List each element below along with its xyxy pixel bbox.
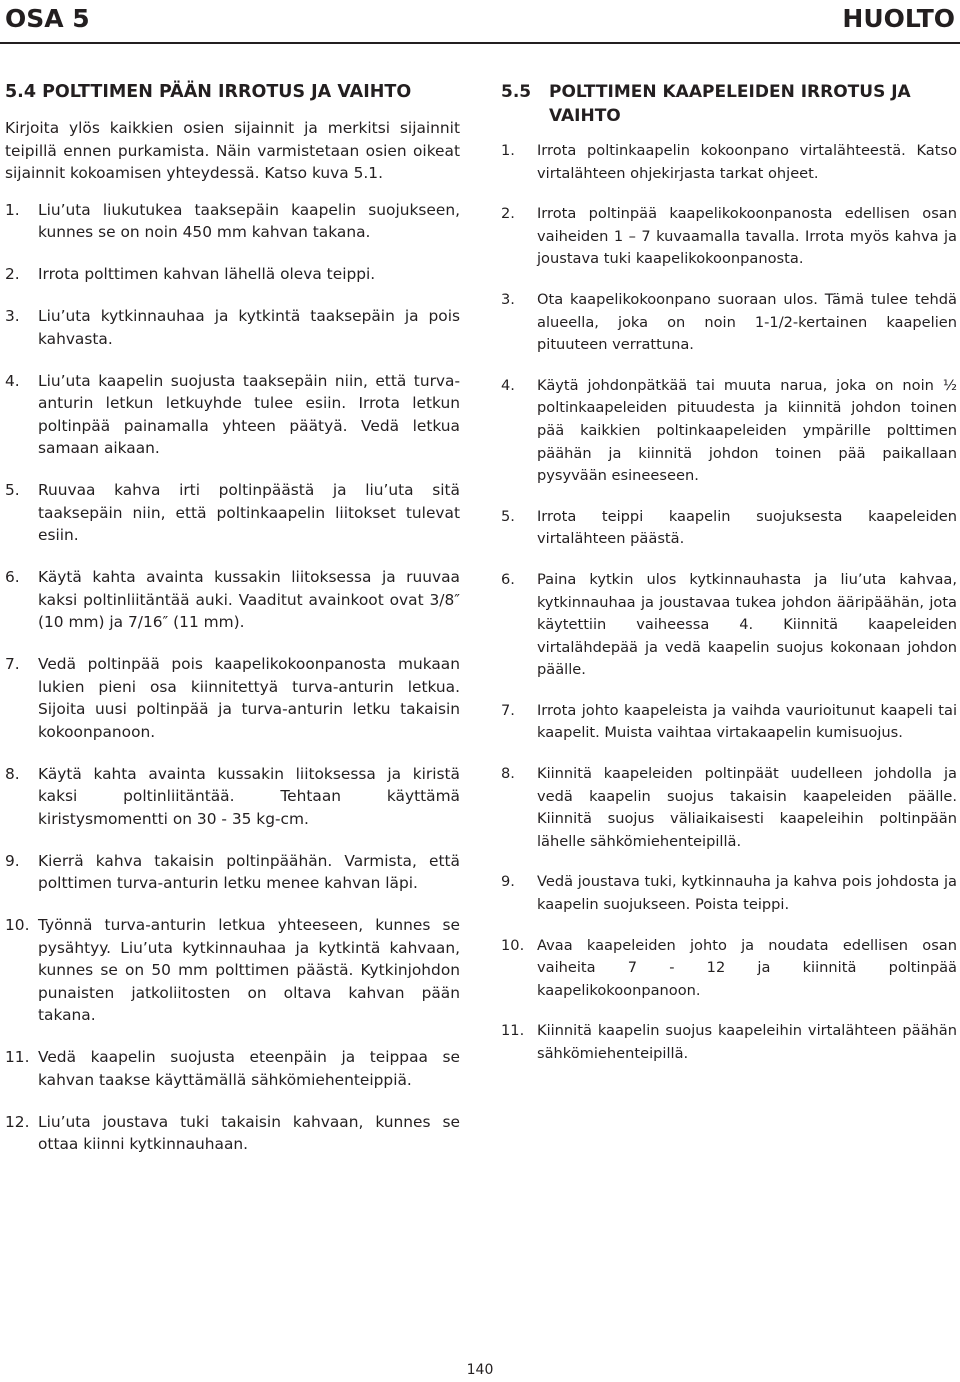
step-text: Vedä poltinpää pois kaapelikokoonpanosta mukaan lukien pieni osa kiinnitettyä turva-anturin letkua. Sijoita uusi poltinpää ja turva-anturin letku takaisin kokoonpanoon. xyxy=(38,655,460,741)
step-text: Irrota johto kaapeleista ja vaihda vaurioitunut kaapeli tai kaapelit. Muista vaihtaa virtakaapelin kumisuojus. xyxy=(537,701,957,742)
step-number: 6. xyxy=(501,570,515,588)
step-text: Käytä johdonpätkää tai muuta narua, joka on noin ½ poltinkaapeleiden pituudesta ja kiinnitä johdon toinen pää kaikkien poltinkaapeleiden ympärille polttimen päähän ja kiinnitä johdon toinen pää paikallaan pysyvään esineeseen. xyxy=(537,376,957,485)
section-label: OSA 5 xyxy=(5,4,90,33)
step-number: 2. xyxy=(501,205,515,223)
list-item xyxy=(5,263,460,286)
step-text: Käytä kahta avainta kussakin liitoksessa ja ruuvaa kaksi poltinliitäntää auki. Vaaditut avainkoot ovat 3/8″ (10 mm) ja 7/16″ (11 mm). xyxy=(38,568,460,631)
section-title-5-4: 5.4 POLTTIMEN PÄÄN IRROTUS JA VAIHTO xyxy=(5,82,412,102)
section-number: 5.5 xyxy=(501,82,532,102)
step-text: Ota kaapelikokoonpano suoraan ulos. Tämä tulee tehdä alueella, joka on noin 1-1/2-kertainen kaapelien pituuteen verrattuna. xyxy=(537,290,957,354)
step-number: 7. xyxy=(5,655,20,673)
step-text: Työnnä turva-anturin letkua yhteeseen, kunnes se pysähtyy. Liu’uta kytkinnauhaa ja kytkintä kahvaan, kunnes se on 50 mm polttimen päästä. Kytkinjohdon punaisten jatkoliitosten on oltava kahvan pään takana. xyxy=(38,916,460,1024)
list-item xyxy=(5,370,460,460)
list-item xyxy=(5,566,460,634)
list-item xyxy=(501,935,957,1003)
step-number: 10. xyxy=(501,936,525,954)
chapter-label: HUOLTO xyxy=(842,4,955,33)
step-number: 5. xyxy=(5,481,20,499)
step-text: Liu’uta kaapelin suojusta taaksepäin niin, että turva-anturin letkun letkuyhde tulee esiin. Irrota letkun poltinpää painamalla yhteen päätyä. Vedä letkua samaan aikaan. xyxy=(38,371,460,457)
step-text: Liu’uta joustava tuki takaisin kahvaan, kunnes se ottaa kiinni kytkinnauhaan. xyxy=(38,1112,460,1153)
list-item xyxy=(5,305,460,350)
step-text: Avaa kaapeleiden johto ja noudata edellisen osan vaiheita 7 - 12 ja kiinnitä poltinpää kaapelikokoonpanoon. xyxy=(537,936,957,999)
step-text: Irrota polttimen kahvan lähellä oleva teippi. xyxy=(38,265,376,283)
step-number: 5. xyxy=(501,507,515,525)
step-number: 8. xyxy=(501,765,515,783)
list-item xyxy=(501,763,957,853)
list-item xyxy=(501,140,957,185)
step-text: Irrota poltinkaapelin kokoonpano virtalähteestä. Katso virtalähteen ohjekirjasta tarkat ohjeet. xyxy=(537,142,957,182)
step-number: 11. xyxy=(5,1048,30,1066)
list-item xyxy=(501,1020,957,1065)
intro-paragraph: Kirjoita ylös kaikkien osien sijainnit ja merkitsi sijainnit teipillä ennen purkamista. Näin varmistetaan osien oikeat sijainnit kokoamisen yhteydessä. Katso kuva 5.1. xyxy=(5,119,460,182)
step-text: Kiinnitä kaapelin suojus kaapeleihin virtalähteen päähän sähkömiehenteipillä. xyxy=(537,1022,957,1062)
step-number: 4. xyxy=(5,371,20,390)
right-column xyxy=(501,80,957,1084)
step-number: 10. xyxy=(5,916,30,934)
list-item xyxy=(501,871,957,916)
step-number: 12. xyxy=(5,1112,30,1131)
list-item xyxy=(501,289,957,357)
step-number: 1. xyxy=(501,142,515,159)
left-column xyxy=(5,80,460,1175)
right-steps-list xyxy=(501,140,957,1066)
list-item xyxy=(5,479,460,547)
list-item xyxy=(5,653,460,743)
page-number: 140 xyxy=(466,1362,494,1378)
list-item xyxy=(5,1046,460,1091)
step-number: 3. xyxy=(5,307,20,325)
section-title-5-5 xyxy=(501,80,957,128)
section-heading-text: POLTTIMEN KAAPELEIDEN IRROTUS JA VAIHTO xyxy=(549,82,911,126)
step-text: Irrota teippi kaapelin suojuksesta kaapeleiden virtalähteen päästä. xyxy=(537,507,957,548)
step-number: 1. xyxy=(5,200,20,219)
list-item xyxy=(501,569,957,682)
list-item xyxy=(501,700,957,745)
step-text: Kierrä kahva takaisin poltinpäähän. Varmista, että polttimen turva-anturin letku menee kahvan läpi. xyxy=(38,851,460,892)
page-header xyxy=(0,0,960,44)
list-item xyxy=(5,850,460,895)
step-number: 3. xyxy=(501,290,515,308)
step-text: Käytä kahta avainta kussakin liitoksessa ja kiristä kaksi poltinliitäntää. Tehtaan käyttämä kiristysmomentti on 30 - 35 kg-cm. xyxy=(38,764,460,828)
list-item xyxy=(5,763,460,831)
list-item xyxy=(5,199,460,244)
list-item xyxy=(501,375,957,488)
list-item xyxy=(5,914,460,1027)
step-text: Vedä joustava tuki, kytkinnauha ja kahva pois johdosta ja kaapelin suojukseen. Poista teippi. xyxy=(537,873,957,914)
step-text: Kiinnitä kaapeleiden poltinpäät uudelleen johdolla ja vedä kaapelin suojus takaisin kaapeleiden päälle. Kiinnitä suojus väliaikaisesti kaapeleihin poltinpään lähelle sähkömiehenteipillä. xyxy=(537,765,957,850)
left-steps-list xyxy=(5,199,460,1156)
step-number: 2. xyxy=(5,265,20,283)
step-text: Ruuvaa kahva irti poltinpäästä ja liu’uta sitä taaksepäin niin, että poltinkaapelin liitokset tulevat esiin. xyxy=(38,481,460,544)
step-text: Paina kytkin ulos kytkinnauhasta ja liu’uta kahvaa, kytkinnauhaa ja joustavaa tukea johdon ääripäähän, jota käytettiin vaiheessa 4. Kiinnitä kaapeleiden virtalähdepää ja vedä kaapelin suojus kokonaan johdon päälle. xyxy=(537,570,957,679)
list-item xyxy=(501,203,957,271)
list-item xyxy=(501,506,957,551)
step-text: Vedä kaapelin suojusta eteenpäin ja teippaa se kahvan taakse käyttämällä sähkömiehenteippiä. xyxy=(38,1048,460,1089)
step-number: 7. xyxy=(501,701,515,719)
step-number: 4. xyxy=(501,376,515,394)
step-number: 8. xyxy=(5,764,20,783)
list-item xyxy=(5,1111,460,1156)
step-number: 6. xyxy=(5,568,20,586)
step-number: 11. xyxy=(501,1022,525,1040)
step-text: Liu’uta liukutukea taaksepäin kaapelin suojukseen, kunnes se on noin 450 mm kahvan takana. xyxy=(38,200,460,241)
step-number: 9. xyxy=(501,873,515,891)
step-text: Irrota poltinpää kaapelikokoonpanosta edellisen osan vaiheiden 1 – 7 kuvaamalla tavalla. Irrota myös kahva ja joustava tuki kaapelikokoonpanosta. xyxy=(537,205,957,268)
step-text: Liu’uta kytkinnauhaa ja kytkintä taaksepäin ja pois kahvasta. xyxy=(38,307,460,348)
step-number: 9. xyxy=(5,851,20,870)
